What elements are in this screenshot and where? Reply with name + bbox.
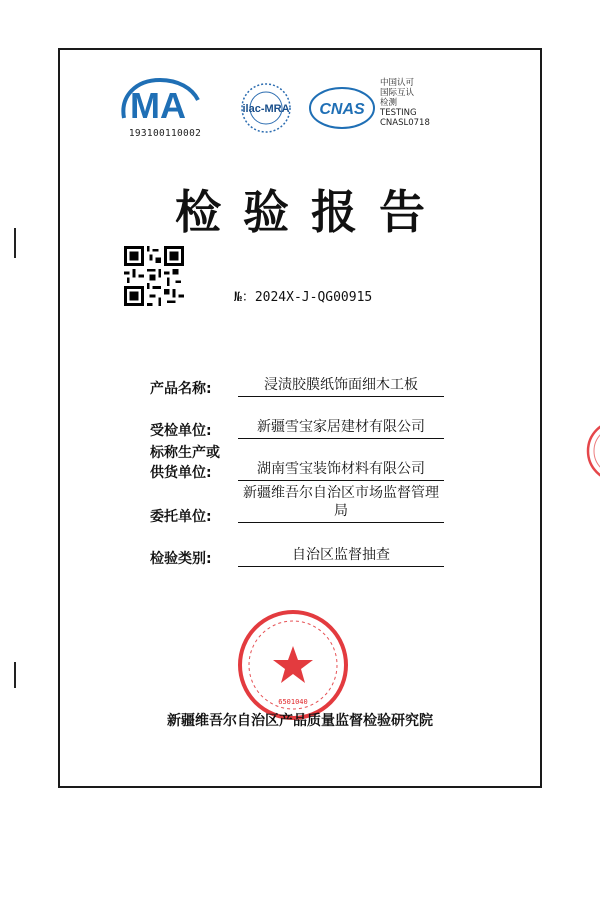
cnas-text: CNAS: [319, 101, 365, 118]
cma-text: MA: [130, 85, 186, 126]
field-value-inspection-type: 自治区监督抽查: [238, 546, 444, 567]
cma-code: 193100110002: [128, 128, 202, 139]
accreditation-logos: [118, 74, 458, 144]
institute-name: 新疆维吾尔自治区产品质量监督检验研究院: [167, 713, 433, 729]
cnas-line: TESTING: [380, 108, 417, 118]
qr-code[interactable]: [124, 246, 184, 306]
edge-seal-fragment: [578, 416, 600, 486]
field-label-commissioning-unit: 委托单位:: [150, 509, 212, 525]
field-label-inspection-type: 检验类别:: [150, 551, 212, 567]
field-value-product-name: 浸渍胶膜纸饰面细木工板: [238, 376, 444, 397]
ilac-text: ilac-MRA: [242, 103, 290, 115]
left-margin-mark: [14, 662, 16, 688]
field-value-inspected-unit: 新疆雪宝家居建材有限公司: [238, 418, 444, 439]
field-value-manufacturer: 湖南雪宝装饰材料有限公司: [238, 460, 444, 481]
official-seal: [236, 608, 350, 722]
field-label-manufacturer-line1: 标称生产或: [150, 445, 220, 461]
cnas-line: 中国认可: [380, 78, 415, 88]
cnas-logo: [308, 84, 376, 132]
cnas-line: CNASL0718: [380, 118, 430, 128]
field-label-manufacturer-line2: 供货单位:: [150, 465, 212, 481]
cnas-line: 检测: [380, 98, 398, 108]
field-value-commissioning-unit: 新疆维吾尔自治区市场监督管理局: [238, 484, 444, 523]
report-title: 检验报告: [175, 185, 447, 239]
cnas-side-text: [380, 78, 460, 128]
field-label-inspected-unit: 受检单位:: [150, 423, 212, 439]
ilac-mra-logo: [232, 80, 300, 138]
field-label-product-name: 产品名称:: [150, 381, 212, 397]
cnas-line: 国际互认: [380, 88, 415, 98]
report-number: №：2024X-J-QG00915: [234, 290, 373, 305]
seal-number: 6501040: [278, 698, 308, 706]
